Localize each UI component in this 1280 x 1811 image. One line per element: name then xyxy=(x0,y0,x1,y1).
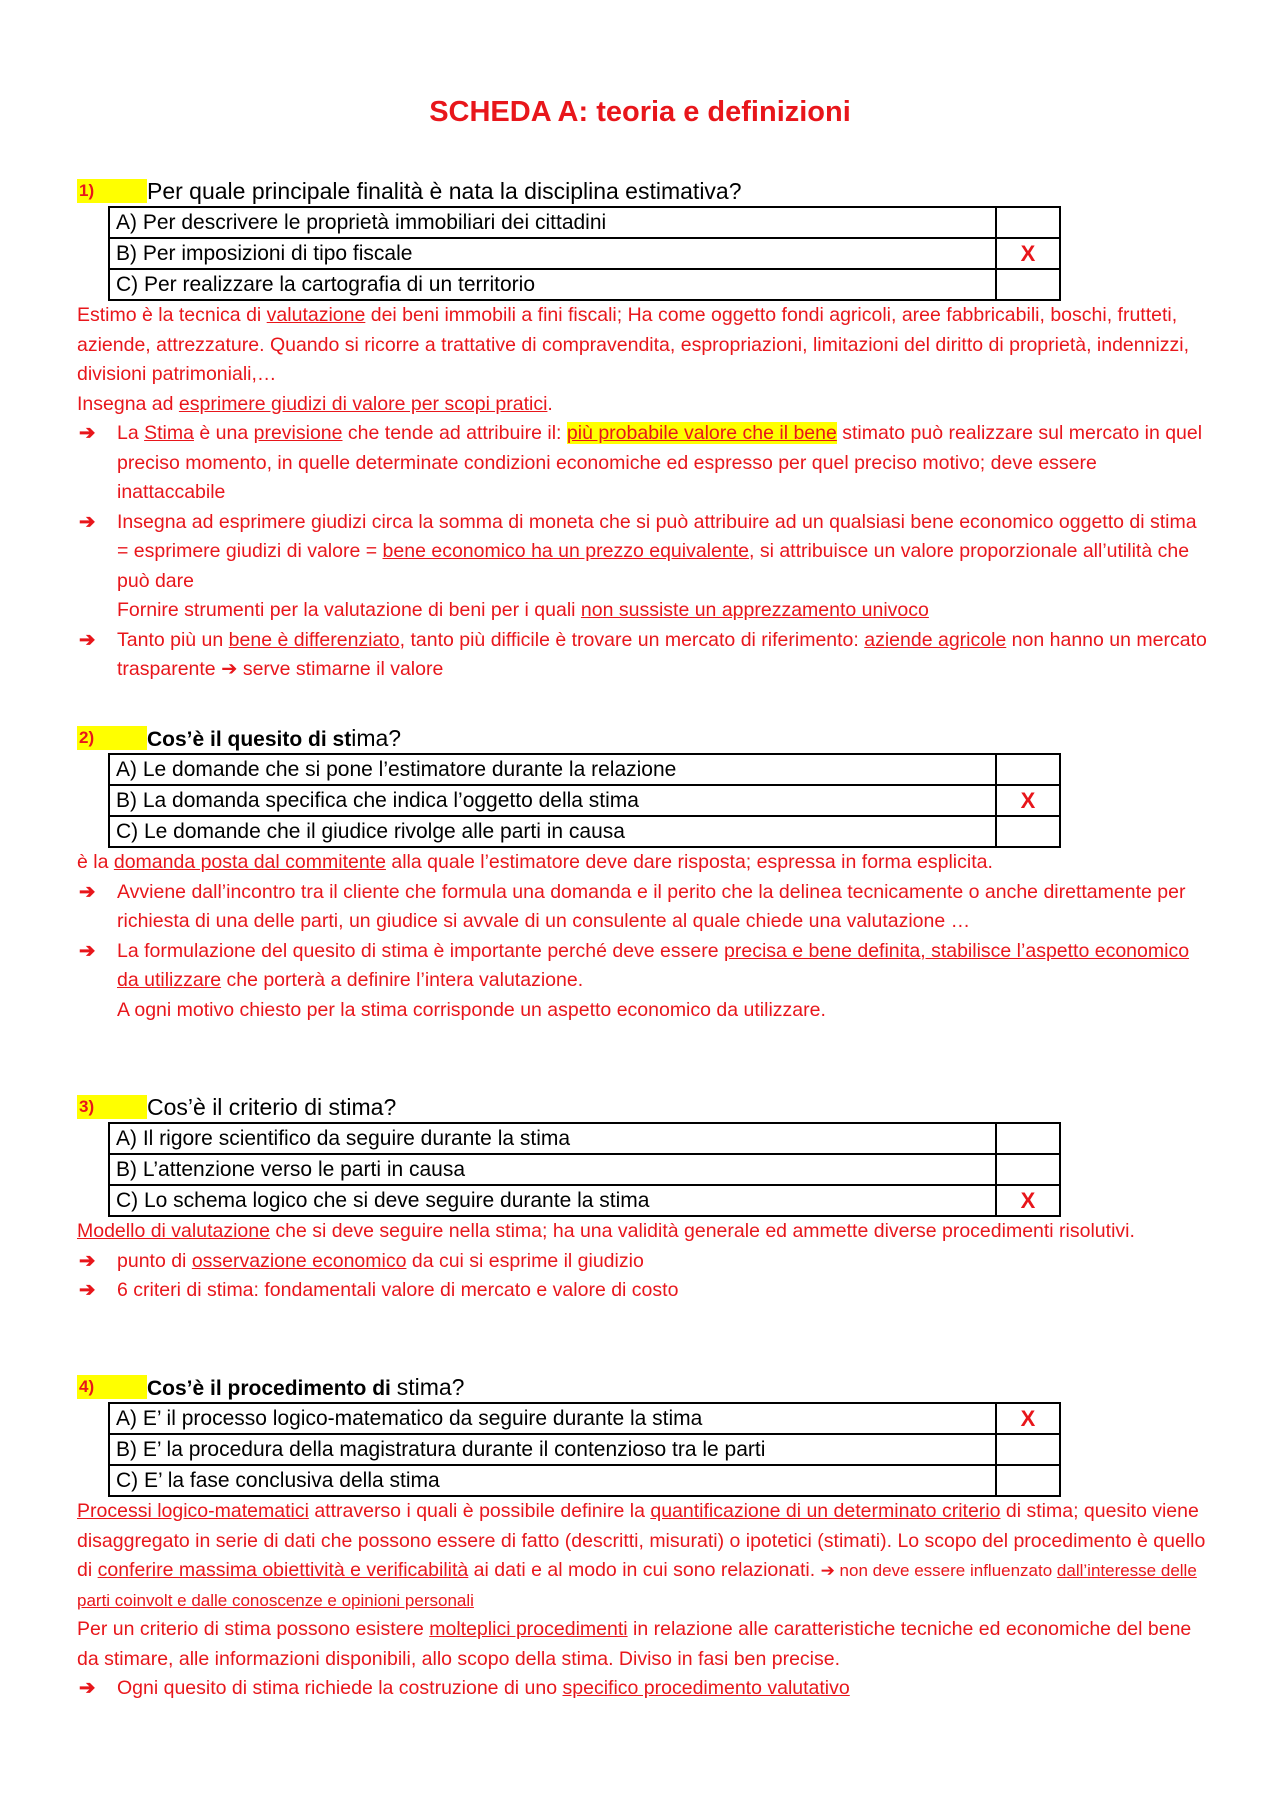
question-header xyxy=(77,1092,1207,1122)
note-bullet: ➔ La formulazione del quesito di stima è importante perché deve essere precisa e bene definita, stabilisce l’aspetto economico da utilizzare che porterà a definire l’intera valutazione. xyxy=(77,937,1207,996)
answer-option-a[interactable]: A) Le domande che si pone l’estimatore durante la relazione xyxy=(109,754,996,785)
question-text: Cos’è il quesito di stima? xyxy=(147,725,402,751)
answer-mark[interactable] xyxy=(996,1123,1060,1154)
question-header xyxy=(77,176,1207,206)
answer-option-c[interactable]: C) Per realizzare la cartografia di un territorio xyxy=(109,269,996,300)
answer-row xyxy=(109,1185,1060,1216)
note-paragraph: Modello di valutazione che si deve seguire nella stima; ha una validità generale ed ammette diverse procedimenti risolutivi. xyxy=(77,1220,1135,1242)
question-4 xyxy=(77,1372,1207,1704)
answer-notes xyxy=(77,301,1207,685)
arrow-icon: ➔ xyxy=(221,658,238,680)
note-bullet: ➔ La Stima è una previsione che tende ad attribuire il: più probabile valore che il bene stimato può realizzare sul mercato in quel preciso momento, in quelle determinate condizioni economiche ed espresso per quel preciso motivo; deve essere inattaccabile xyxy=(77,419,1207,508)
answer-option-b[interactable]: B) L’attenzione verso le parti in causa xyxy=(109,1154,996,1185)
note-bullet: ➔ 6 criteri di stima: fondamentali valore di mercato e valore di costo xyxy=(77,1276,1207,1306)
highlighted-text: più probabile valore che il bene xyxy=(566,422,837,444)
answer-row xyxy=(109,1123,1060,1154)
arrow-icon: ➔ xyxy=(820,1561,835,1580)
note-bullet: ➔ Insegna ad esprimere giudizi circa la somma di moneta che si può attribuire ad un qualsiasi bene economico oggetto di stima = esprimere giudizi di valore = bene economico ha un prezzo equivalente, si attribuisce un valore proporzionale all’utilità che può dare xyxy=(77,508,1207,597)
answer-row xyxy=(109,207,1060,238)
question-text: Cos’è il criterio di stima? xyxy=(147,1094,397,1120)
answer-option-c[interactable]: C) Lo schema logico che si deve seguire durante la stima xyxy=(109,1185,996,1216)
note-paragraph: Processi logico-matematici attraverso i quali è possibile definire la quantificazione di un determinato criterio di stima; quesito viene disaggregato in serie di dati che possono essere di fatto (descritti, misurati) o ipotetici (stimati). Lo scopo del procedimento è quello di conferire massima obiettività e verificabilità ai dati e al modo in cui sono relazionati. ➔ non deve essere influenzato dall’interesse delle parti coinvolt e dalle conoscenze e opinioni personali xyxy=(77,1500,1206,1610)
answer-row xyxy=(109,785,1060,816)
page-title: SCHEDA A: teoria e definizioni xyxy=(429,96,851,128)
answer-mark[interactable] xyxy=(996,269,1060,300)
note-paragraph: Insegna ad esprimere giudizi di valore per scopi pratici. xyxy=(77,392,553,415)
question-number: 2) xyxy=(77,726,147,750)
arrow-icon: ➔ xyxy=(79,1279,96,1301)
answer-notes xyxy=(77,1217,1207,1306)
answer-notes xyxy=(77,848,1207,1025)
question-header xyxy=(77,723,1207,753)
arrow-icon: ➔ xyxy=(79,939,96,962)
note-indented: Fornire strumenti per la valutazione di beni per i quali non sussiste un apprezzamento univoco xyxy=(117,599,929,621)
answer-option-a[interactable]: A) Il rigore scientifico da seguire durante la stima xyxy=(109,1123,996,1154)
answer-option-b[interactable]: B) E’ la procedura della magistratura durante il contenzioso tra le parti xyxy=(109,1434,996,1465)
arrow-icon: ➔ xyxy=(79,510,96,533)
answer-mark[interactable]: X xyxy=(996,785,1060,816)
answer-mark[interactable]: X xyxy=(996,1403,1060,1434)
arrow-icon: ➔ xyxy=(79,1677,96,1699)
question-text: Cos’è il procedimento di stima? xyxy=(147,1374,465,1400)
arrow-icon: ➔ xyxy=(79,880,96,903)
note-bullet: ➔ Ogni quesito di stima richiede la costruzione di uno specifico procedimento valutativo xyxy=(77,1674,1207,1704)
answer-mark[interactable] xyxy=(996,1434,1060,1465)
arrow-icon: ➔ xyxy=(79,1249,96,1272)
answer-row xyxy=(109,754,1060,785)
note-bullet: ➔ punto di osservazione economico da cui si esprime il giudizio xyxy=(77,1247,1207,1277)
answer-mark[interactable] xyxy=(996,1465,1060,1496)
answer-mark[interactable]: X xyxy=(996,238,1060,269)
answer-mark[interactable]: X xyxy=(996,1185,1060,1216)
answer-option-b[interactable]: B) La domanda specifica che indica l’oggetto della stima xyxy=(109,785,996,816)
answer-option-c[interactable]: C) Le domande che il giudice rivolge alle parti in causa xyxy=(109,816,996,847)
answer-row xyxy=(109,1434,1060,1465)
answer-option-a[interactable]: A) Per descrivere le proprietà immobiliari dei cittadini xyxy=(109,207,996,238)
answer-row xyxy=(109,1465,1060,1496)
question-number: 1) xyxy=(77,179,147,203)
arrow-icon: ➔ xyxy=(79,422,96,444)
question-number: 4) xyxy=(77,1375,147,1399)
note-paragraph: Estimo è la tecnica di valutazione dei beni immobili a fini fiscali; Ha come oggetto fondi agricoli, aree fabbricabili, boschi, frutteti, aziende, attrezzature. Quando si ricorre a trattative di compravendita, espropriazioni, limitazioni del diritto di proprietà, indennizzi, divisioni patrimoniali,… xyxy=(77,304,1190,385)
note-paragraph: è la domanda posta dal commitente alla quale l’estimatore deve dare risposta; espressa in forma esplicita. xyxy=(77,851,993,873)
answer-mark[interactable] xyxy=(996,1154,1060,1185)
answer-option-c[interactable]: C) E’ la fase conclusiva della stima xyxy=(109,1465,996,1496)
answer-table xyxy=(108,1122,1061,1217)
note-bullet: ➔ Tanto più un bene è differenziato, tanto più difficile è trovare un mercato di riferimento: aziende agricole non hanno un mercato trasparente ➔ serve stimarne il valore xyxy=(77,626,1207,685)
answer-option-b[interactable]: B) Per imposizioni di tipo fiscale xyxy=(109,238,996,269)
question-header xyxy=(77,1372,1207,1402)
note-paragraph: Per un criterio di stima possono esistere molteplici procedimenti in relazione alle caratteristiche tecniche ed economiche del bene da stimare, alle informazioni disponibili, allo scopo della stima. Diviso in fasi ben precise. xyxy=(77,1618,1192,1670)
answer-mark[interactable] xyxy=(996,754,1060,785)
answer-mark[interactable] xyxy=(996,816,1060,847)
note-bullet: ➔ Avviene dall’incontro tra il cliente che formula una domanda e il perito che la delinea tecnicamente o anche direttamente per richiesta di una delle parti, un giudice si avvale di un consulente al quale chiede una valutazione … xyxy=(77,878,1207,937)
question-2 xyxy=(77,723,1207,1025)
note-indented: A ogni motivo chiesto per la stima corrisponde un aspetto economico da utilizzare. xyxy=(117,998,826,1021)
answer-mark[interactable] xyxy=(996,207,1060,238)
answer-table xyxy=(108,1402,1061,1497)
question-1 xyxy=(77,176,1207,685)
arrow-icon: ➔ xyxy=(79,628,96,651)
answer-notes xyxy=(77,1497,1207,1704)
answer-row xyxy=(109,1154,1060,1185)
question-number: 3) xyxy=(77,1095,147,1119)
answer-table xyxy=(108,753,1061,848)
answer-row xyxy=(109,269,1060,300)
answer-table xyxy=(108,206,1061,301)
question-3 xyxy=(77,1092,1207,1306)
question-text: Per quale principale finalità è nata la disciplina estimativa? xyxy=(147,178,742,204)
answer-row xyxy=(109,816,1060,847)
answer-row xyxy=(109,238,1060,269)
answer-option-a[interactable]: A) E’ il processo logico-matematico da seguire durante la stima xyxy=(109,1403,996,1434)
answer-row xyxy=(109,1403,1060,1434)
